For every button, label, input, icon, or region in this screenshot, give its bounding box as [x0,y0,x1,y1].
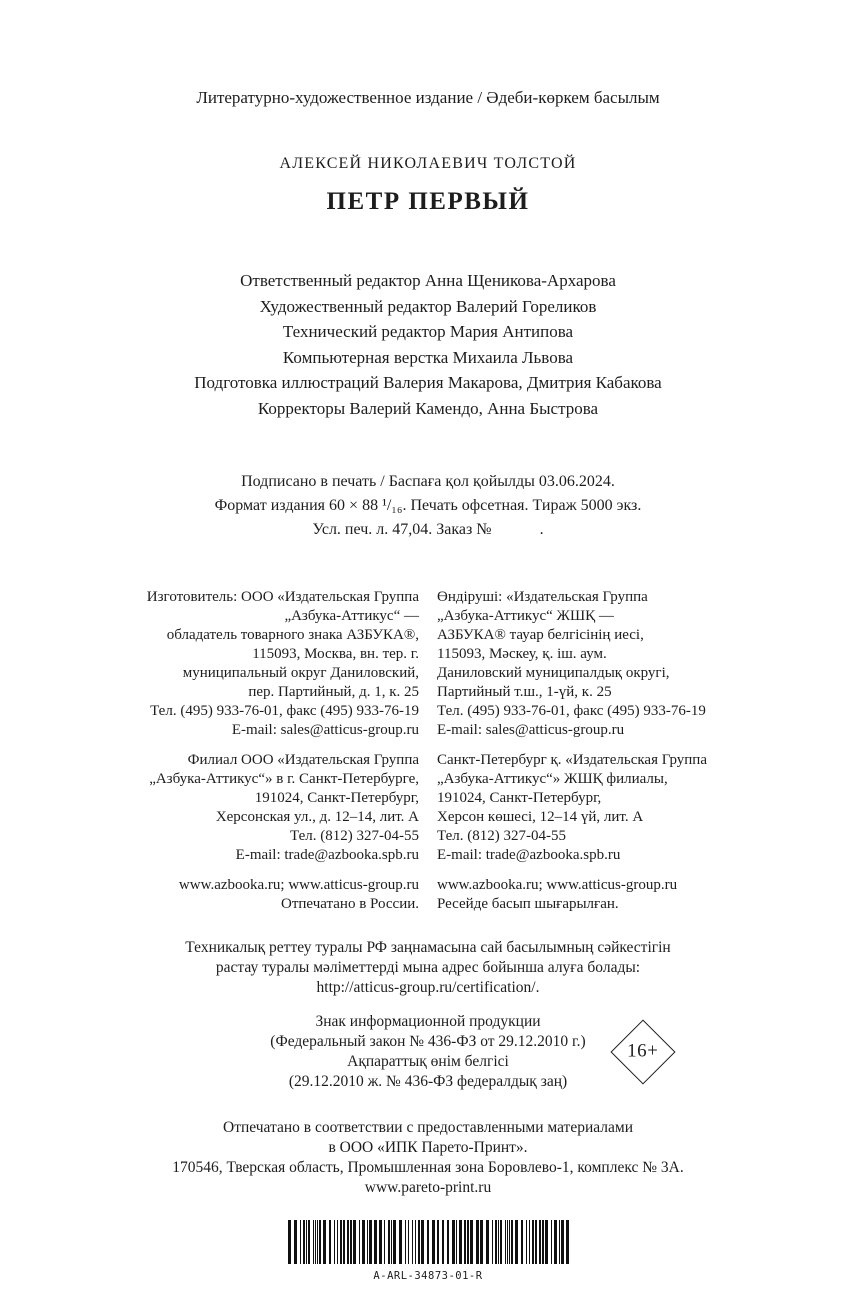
barcode-bar [437,1220,439,1264]
barcode-text: A-ARL-34873-01-R [373,1270,483,1282]
barcode-bar [388,1220,390,1264]
barcode-bar [353,1220,356,1264]
barcode-bar [535,1220,537,1264]
barcode-bar [442,1220,444,1264]
branch-block-ru [133,751,419,865]
barcode-bar [334,1220,335,1264]
barcode-bar [393,1220,396,1264]
imprint-line: Партийный т.ш., 1-үй, к. 25 [437,684,612,700]
imprint-line: E-mail: trade@azbooka.spb.ru [235,847,419,863]
branch-block-kz [437,751,723,865]
publisher-imprint-columns [0,588,856,914]
manufacturer-block-ru [133,588,419,740]
imprint-line: Даниловский муниципалдық округі, [437,665,670,681]
barcode-bar [369,1220,372,1264]
barcode-bar [379,1220,382,1264]
barcode-bar [566,1220,569,1264]
manufacturer-block-kz [437,588,723,740]
barcode-bar [526,1220,527,1264]
imprint-line: www.azbooka.ru; www.atticus-group.ru [437,877,678,893]
barcode-bars [288,1220,569,1264]
barcode-bar [427,1220,429,1264]
imprint-line: Ресейде басып шығарылған. [437,896,619,912]
imprint-line: Филиал ООО «Издательская Группа [187,752,419,768]
imprint-line: АЗБУКА® тауар белгісінің иесі, [437,627,644,643]
imprint-line: обладатель товарного знака АЗБУКА®, [166,627,419,643]
barcode-bar [317,1220,318,1264]
barcode-bar [498,1220,499,1264]
barcode-bar [529,1220,530,1264]
credit-line: Подготовка иллюстраций Валерия Макарова, Дмитрия Кабакова [194,373,662,392]
imprint-column-russian [133,588,419,914]
barcode-bar [480,1220,483,1264]
certification-line: растау туралы мәліметтерді мына адрес бойынша алуға болады: [215,959,641,976]
imprint-line: Изготовитель: ООО «Издательская Группа [146,589,419,605]
print-detail-line: Подписано в печать / Баспаға қол қойылды 03.06.2024. [241,473,615,490]
barcode-bar [459,1220,462,1264]
barcode-bar [347,1220,349,1264]
credit-line: Ответственный редактор Анна Щеникова-Архарова [240,271,616,290]
barcode-bar [500,1220,502,1264]
book-title: ПЕТР ПЕРВЫЙ [326,188,530,215]
barcode-bar [288,1220,291,1264]
imprint-line: www.azbooka.ru; www.atticus-group.ru [178,877,419,893]
imprint-line: 191024, Санкт-Петербург, [437,790,602,806]
imprint-line: E-mail: sales@atticus-group.ru [231,722,419,738]
credit-line: Компьютерная верстка Михаила Львова [282,347,574,367]
barcode-bar [559,1220,560,1264]
imprint-line: Тел. (495) 933-76-01, факс (495) 933-76-19 [437,703,706,719]
print-details-block [0,470,856,542]
printer-line: www.pareto-print.ru [364,1179,492,1196]
barcode-bar [359,1220,360,1264]
barcode-bar [343,1220,345,1264]
barcode-bar [467,1220,469,1264]
imprint-line: „Азбука-Аттикус“ ЖШҚ — [437,608,614,624]
printer-line: в ООО «ИПК Парето-Принт». [328,1139,528,1156]
barcode-bar [329,1220,331,1264]
barcode-bar [532,1220,534,1264]
print-detail-line: Формат издания 60 × 88 ¹/₁₆. Печать офсетная. Тираж 5000 экз. [214,497,642,514]
barcode-bar [313,1220,314,1264]
imprint-line: „Азбука-Аттикус“ — [284,608,419,624]
barcode-bar [492,1220,493,1264]
imprint-line: 115093, Москва, вн. тер. г. [252,646,419,662]
barcode-bar [521,1220,523,1264]
certification-line: http://atticus-group.ru/certification/. [316,979,540,996]
barcode-bar [554,1220,557,1264]
credit-line: Художественный редактор Валерий Гореликов [259,296,597,316]
barcode-bar [319,1220,321,1264]
credits-block [0,268,856,421]
barcode-bar [561,1220,564,1264]
barcode-bar [551,1220,552,1264]
imprint-line: Санкт-Петербург қ. «Издательская Группа [437,752,707,768]
barcode-bar [545,1220,548,1264]
barcode-bar [470,1220,473,1264]
imprint-line: Тел. (495) 933-76-01, факс (495) 933-76-19 [150,703,419,719]
barcode-bar [486,1220,489,1264]
barcode-bar [323,1220,326,1264]
imprint-line: пер. Партийный, д. 1, к. 25 [248,684,419,700]
barcode-bar [432,1220,435,1264]
barcode-bar [412,1220,413,1264]
credit-line: Технический редактор Мария Антипова [282,322,574,341]
barcode-bar [542,1220,544,1264]
imprint-line: Отпечатано в России. [281,896,419,912]
barcode-bar [505,1220,506,1264]
imprint-line: E-mail: sales@atticus-group.ru [437,722,625,738]
barcode [0,1220,856,1282]
certification-line: Техникалық реттеу туралы РФ заңнамасына сай басылымның сәйкестігін [185,939,671,956]
printer-line: Отпечатано в соответствии с предоставленными материалами [223,1119,633,1136]
barcode-bar [308,1220,310,1264]
barcode-bar [362,1220,365,1264]
barcode-bar [447,1220,449,1264]
barcode-bar [511,1220,513,1264]
websites-block-kz [437,876,723,914]
info-sign-line: (29.12.2010 ж. № 436-ФЗ федералдық заң) [288,1073,568,1090]
barcode-bar [303,1220,305,1264]
imprint-line: E-mail: trade@azbooka.spb.ru [437,847,621,863]
age-rating-text: 16+ [627,1041,659,1062]
barcode-bar [306,1220,307,1264]
imprint-column-kazakh [437,588,723,914]
barcode-bar [418,1220,420,1264]
printer-line: 170546, Тверская область, Промышленная зона Боровлево-1, комплекс № 3А. [172,1159,684,1176]
imprint-line: Херсонская ул., д. 12–14, лит. А [215,809,419,825]
barcode-bar [399,1220,402,1264]
barcode-bar [507,1220,508,1264]
info-sign-line: Ақпараттық өнім белгісі [347,1053,509,1070]
imprint-line: 115093, Мәскеу, қ. іш. аум. [437,646,607,662]
barcode-bar [337,1220,338,1264]
barcode-bar [384,1220,385,1264]
barcode-bar [391,1220,392,1264]
info-sign-line: (Федеральный закон № 436-ФЗ от 29.12.2010 г.) [270,1033,586,1050]
imprint-line: 191024, Санкт-Петербург, [254,790,419,806]
info-sign-line: Знак информационной продукции [315,1013,541,1030]
imprint-line: муниципальный округ Даниловский, [182,665,419,681]
barcode-bar [464,1220,466,1264]
imprint-line: „Азбука-Аттикус“» в г. Санкт-Петербурге, [149,771,419,787]
author-name: АЛЕКСЕЙ НИКОЛАЕВИЧ ТОЛСТОЙ [279,155,577,172]
barcode-bar [539,1220,541,1264]
barcode-bar [509,1220,510,1264]
credit-line: Корректоры Валерий Камендо, Анна Быстрова [257,398,599,418]
barcode-bar [421,1220,424,1264]
barcode-bar [340,1220,342,1264]
barcode-bar [405,1220,406,1264]
barcode-bar [294,1220,297,1264]
certification-notice [0,938,856,998]
barcode-bar [452,1220,455,1264]
barcode-bar [415,1220,416,1264]
barcode-bar [367,1220,368,1264]
barcode-bar [408,1220,409,1264]
information-product-sign [0,1012,856,1092]
barcode-bar [476,1220,479,1264]
barcode-bar [374,1220,377,1264]
edition-type-line: Литературно-художественное издание / Әдеби-көркем басылым [196,88,660,107]
barcode-bar [350,1220,352,1264]
print-detail-line: Усл. печ. л. 47,04. Заказ № . [312,521,544,538]
information-sign-section [0,1012,856,1092]
imprint-line: Өндіруші: «Издательская Группа [437,589,648,605]
imprint-line: Тел. (812) 327-04-55 [290,828,419,844]
barcode-bar [456,1220,457,1264]
websites-block-ru [133,876,419,914]
imprint-line: Тел. (812) 327-04-55 [437,828,566,844]
imprint-line: Херсон көшесі, 12–14 үй, лит. А [437,809,644,825]
barcode-bar [315,1220,316,1264]
barcode-bar [300,1220,301,1264]
imprint-line: „Азбука-Аттикус“» ЖШҚ филиалы, [437,771,668,787]
printing-house-block [0,1118,856,1198]
barcode-bar [515,1220,518,1264]
barcode-bar [495,1220,497,1264]
